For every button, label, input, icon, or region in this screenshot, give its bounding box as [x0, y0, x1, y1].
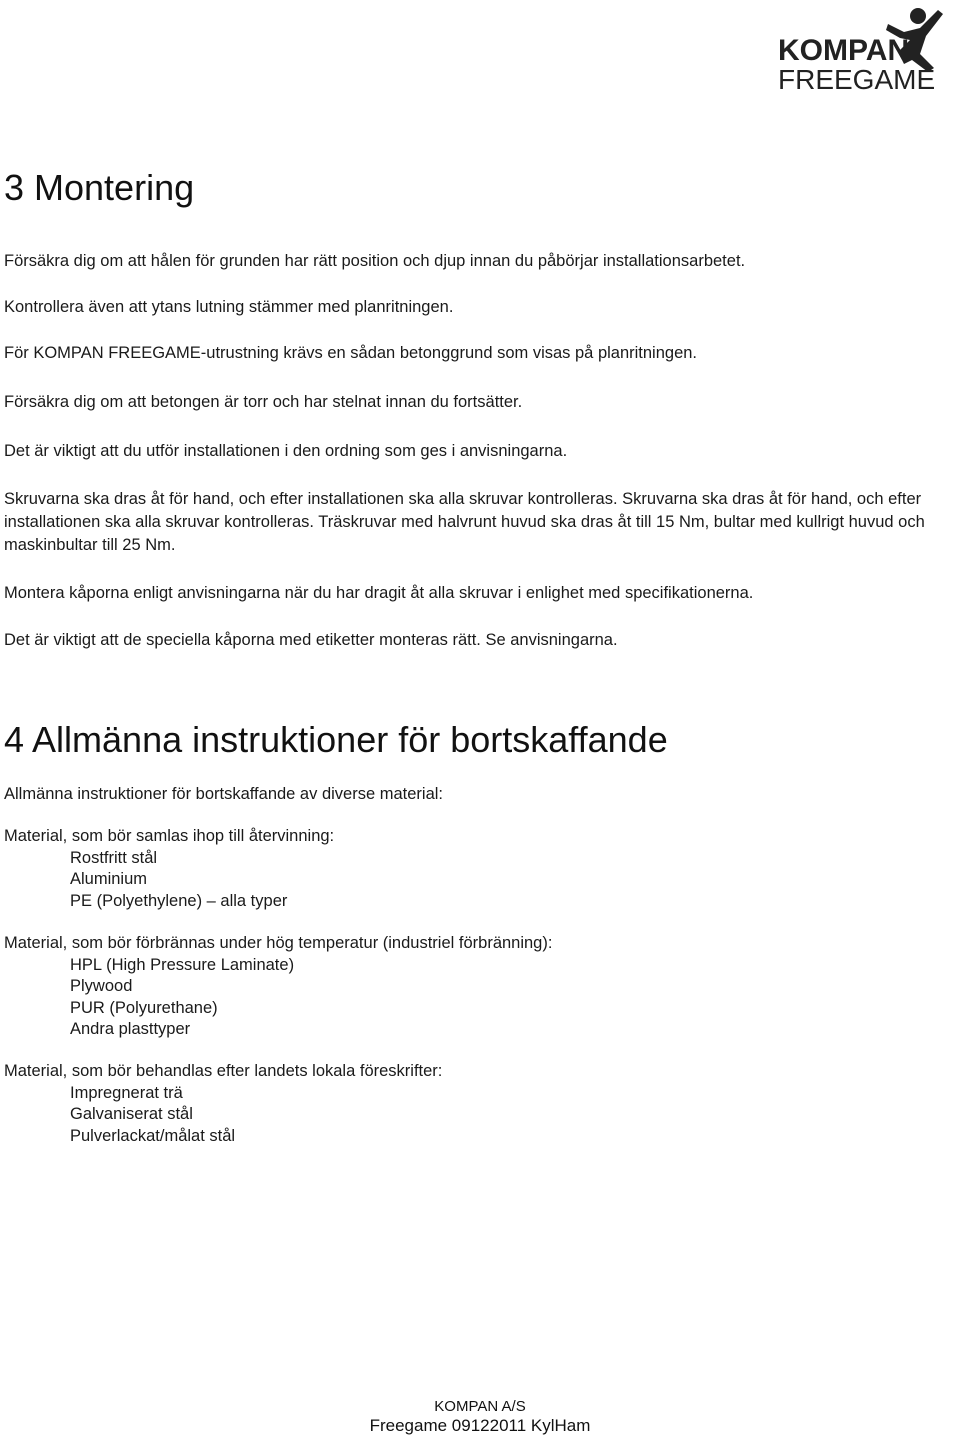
- footer-company: KOMPAN A/S: [434, 1398, 526, 1415]
- kompan-freegame-logo: [770, 2, 960, 102]
- list-item: Rostfritt stål: [70, 848, 158, 867]
- list-item: Andra plasttyper: [70, 1020, 191, 1038]
- section-4-heading: 4 Allmänna instruktioner för bortskaffande: [4, 719, 668, 760]
- list-item: Pulverlackat/målat stål: [70, 1126, 236, 1145]
- material-group-title: Material, som bör förbrännas under hög temperatur (industriel förbränning):: [4, 934, 553, 952]
- section-3-heading: 3 Montering: [4, 167, 195, 208]
- material-group-title: Material, som bör samlas ihop till återvinning:: [4, 827, 335, 845]
- section-4-intro: Allmänna instruktioner för bortskaffande av diverse material:: [4, 785, 443, 803]
- paragraph: Det är viktigt att de speciella kåporna med etiketter monteras rätt. Se anvisningarna.: [4, 631, 618, 649]
- material-group-title: Material, som bör behandlas efter landets lokala föreskrifter:: [4, 1062, 443, 1080]
- list-item: HPL (High Pressure Laminate): [70, 955, 295, 974]
- paragraph: Montera kåporna enligt anvisningarna när du har dragit åt alla skruvar i enlighet med specifikationerna.: [4, 584, 754, 602]
- list-item: PE (Polyethylene) – alla typer: [70, 891, 288, 910]
- paragraph: Det är viktigt att du utför installationen i den ordning som ges i anvisningarna.: [4, 442, 568, 460]
- paragraph: Försäkra dig om att hålen för grunden har rätt position och djup innan du påbörjar installationsarbetet.: [4, 252, 746, 270]
- material-group-recycling: [4, 826, 334, 912]
- list-item: Aluminium: [70, 870, 148, 888]
- paragraph: Försäkra dig om att betongen är torr och har stelnat innan du fortsätter.: [4, 393, 523, 411]
- paragraph: Skruvarna ska dras åt för hand, och efter installationen ska alla skruvar kontrolleras. Skruvarna ska dras åt för hand, och efter installationen ska alla skruvar kontrolleras. Träskruvar med halvrunt huvud ska dras åt till 15 Nm, bultar med kullrigt huvud och maskinbultar till 25 Nm.: [4, 490, 925, 554]
- logo-product-text: FREEGAME: [778, 64, 936, 95]
- paragraph: För KOMPAN FREEGAME-utrustning krävs en sådan betonggrund som visas på planritningen.: [4, 344, 698, 362]
- logo-brand-text: KOMPAN: [778, 34, 910, 67]
- paragraph: Kontrollera även att ytans lutning stämmer med planritningen.: [4, 298, 454, 316]
- list-item: PUR (Polyurethane): [70, 998, 218, 1017]
- footer-reference: Freegame 09122011 KylHam: [369, 1416, 591, 1435]
- list-item: Plywood: [70, 977, 133, 995]
- list-item: Impregnerat trä: [70, 1083, 183, 1102]
- material-group-incineration: [4, 933, 552, 1041]
- material-group-local-regulations: [4, 1061, 442, 1147]
- list-item: Galvaniserat stål: [70, 1105, 193, 1123]
